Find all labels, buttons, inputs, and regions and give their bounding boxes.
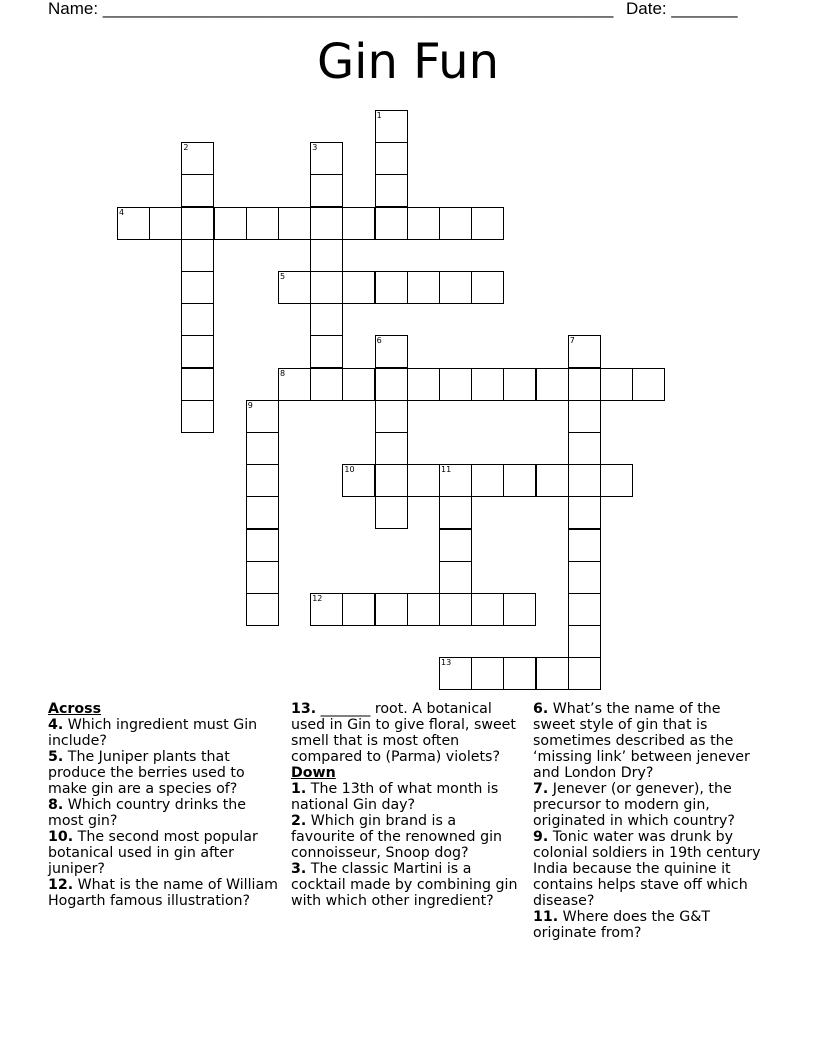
cell-number: 12 [312, 594, 323, 603]
cell-number: 7 [569, 336, 575, 346]
grid-cell[interactable] [181, 142, 214, 175]
grid-cell[interactable] [568, 432, 601, 465]
grid-cell[interactable] [600, 464, 633, 497]
grid-cell[interactable] [439, 496, 472, 529]
grid-cell[interactable] [310, 174, 343, 207]
cell-number: 3 [312, 143, 318, 153]
date-line: _______ [671, 0, 738, 18]
grid-cell[interactable] [149, 207, 182, 240]
grid-cell[interactable] [471, 593, 504, 626]
grid-cell[interactable] [181, 207, 214, 240]
grid-cell[interactable] [310, 271, 343, 304]
grid-cell[interactable] [407, 207, 440, 240]
cell-number: 10 [344, 465, 355, 475]
grid-cell[interactable] [181, 239, 214, 272]
clue-across-10: 10. The second most popular botanical used in gin after juniper? [48, 829, 258, 877]
grid-cell[interactable] [342, 464, 375, 497]
grid-cell[interactable] [407, 271, 440, 304]
grid-cell[interactable] [471, 464, 504, 497]
grid-cell[interactable] [181, 303, 214, 336]
grid-cell[interactable] [503, 464, 536, 497]
cell-number: 5 [280, 272, 286, 281]
grid-cell[interactable] [375, 368, 408, 401]
grid-cell[interactable] [407, 464, 440, 497]
grid-cell[interactable] [568, 400, 601, 433]
grid-cell[interactable] [568, 561, 601, 594]
grid-cell[interactable] [310, 239, 343, 272]
cell-number: 11 [441, 465, 452, 475]
grid-cell[interactable] [181, 174, 214, 207]
grid-cell[interactable] [439, 529, 472, 562]
grid-cell[interactable] [471, 657, 504, 690]
grid-cell[interactable] [375, 174, 408, 207]
clue-down-3: 3. The classic Martini is a cocktail made by combining gin with which other ingredient? [291, 861, 518, 909]
clue-across-8: 8. Which country drinks the most gin? [48, 797, 246, 829]
name-label: Name: [48, 0, 99, 18]
grid-cell[interactable] [471, 271, 504, 304]
across-heading: Across [48, 701, 102, 717]
cell-number: 13 [441, 658, 452, 668]
grid-cell[interactable] [246, 496, 279, 529]
grid-cell[interactable] [310, 303, 343, 336]
clue-down-2: 2. Which gin brand is a favourite of the renowned gin connoisseur, Snoop dog? [291, 813, 503, 861]
grid-cell[interactable] [439, 657, 472, 690]
grid-cell[interactable] [568, 657, 601, 690]
grid-cell[interactable] [600, 368, 633, 401]
grid-cell[interactable] [246, 529, 279, 562]
clue-across-5: 5. The Juniper plants that produce the berries used to make gin are a species of? [48, 749, 245, 797]
clue-down-7: 7. Jenever (or genever), the precursor to modern gin, originated in which country? [533, 781, 735, 829]
grid-cell[interactable] [375, 142, 408, 175]
grid-cell[interactable] [503, 368, 536, 401]
grid-cell[interactable] [375, 110, 408, 143]
grid-cell[interactable] [439, 271, 472, 304]
grid-cell[interactable] [375, 271, 408, 304]
grid-cell[interactable] [246, 593, 279, 626]
grid-cell[interactable] [503, 657, 536, 690]
grid-cell[interactable] [439, 207, 472, 240]
grid-cell[interactable] [375, 593, 408, 626]
cell-number: 6 [376, 336, 382, 346]
clue-across-12: 12. What is the name of William Hogarth famous illustration? [48, 877, 279, 909]
date-label: Date: [626, 0, 667, 18]
grid-cell[interactable] [181, 271, 214, 304]
grid-cell[interactable] [568, 496, 601, 529]
name-line: ______________________________________________________ [102, 0, 614, 18]
grid-cell[interactable] [310, 593, 343, 626]
grid-cell[interactable] [246, 464, 279, 497]
grid-cell[interactable] [375, 400, 408, 433]
grid-cell[interactable] [181, 335, 214, 368]
clue-down-1: 1. The 13th of what month is national Gin day? [291, 781, 499, 813]
grid-cell[interactable] [278, 368, 311, 401]
grid-cell[interactable] [246, 432, 279, 465]
cell-number: 4 [119, 207, 125, 217]
grid-cell[interactable] [342, 593, 375, 626]
clue-down-11: 11. Where does the G&T originate from? [533, 909, 710, 941]
grid-cell[interactable] [439, 593, 472, 626]
grid-cell[interactable] [310, 142, 343, 175]
grid-cell[interactable] [407, 368, 440, 401]
grid-cell[interactable] [342, 207, 375, 240]
grid-cell[interactable] [439, 464, 472, 497]
date-field[interactable] [626, 0, 738, 19]
clue-down-6: 6. What’s the name of the sweet style of gin that is sometimes described as the ‘missing link’ between jenever and London Dry? [533, 701, 750, 781]
clue-across-4: 4. Which ingredient must Gin include? [48, 717, 258, 749]
grid-cell[interactable] [439, 561, 472, 594]
grid-cell[interactable] [375, 432, 408, 465]
grid-cell[interactable] [568, 464, 601, 497]
grid-cell[interactable] [568, 593, 601, 626]
grid-cell[interactable] [407, 593, 440, 626]
grid-cell[interactable] [375, 335, 408, 368]
grid-cell[interactable] [471, 207, 504, 240]
grid-cell[interactable] [536, 368, 569, 401]
grid-cell[interactable] [536, 464, 569, 497]
clue-column-3 [533, 701, 765, 941]
grid-cell[interactable] [568, 529, 601, 562]
grid-cell[interactable] [310, 207, 343, 240]
grid-cell[interactable] [439, 368, 472, 401]
page-title: Gin Fun [316, 34, 500, 90]
grid-cell[interactable] [181, 368, 214, 401]
grid-cell[interactable] [568, 368, 601, 401]
grid-cell[interactable] [246, 207, 279, 240]
grid-cell[interactable] [278, 207, 311, 240]
grid-cell[interactable] [568, 625, 601, 658]
grid-cell[interactable] [246, 561, 279, 594]
cell-number: 2 [183, 143, 189, 153]
grid-cell[interactable] [632, 368, 665, 401]
grid-cell[interactable] [117, 207, 150, 240]
grid-cell[interactable] [246, 400, 279, 433]
grid-cell[interactable] [375, 207, 408, 240]
clue-down-9: 9. Tonic water was drunk by colonial soldiers in 19th century India because the quinine it contains helps stave off which disease? [533, 829, 761, 909]
down-heading: Down [291, 765, 336, 781]
grid-cell[interactable] [471, 368, 504, 401]
grid-cell[interactable] [310, 368, 343, 401]
cell-number: 9 [247, 400, 253, 410]
cell-number: 8 [280, 368, 286, 378]
grid-cell[interactable] [342, 271, 375, 304]
clue-column-2 [291, 701, 523, 909]
clue-column-1 [48, 701, 280, 909]
name-field[interactable] [48, 0, 613, 19]
clue-across-13: 13. _______ root. A botanical used in Gin to give floral, sweet smell that is most often compared to (Parma) violets? [291, 701, 516, 765]
grid-cell[interactable] [342, 368, 375, 401]
grid-cell[interactable] [503, 593, 536, 626]
grid-cell[interactable] [375, 464, 408, 497]
grid-cell[interactable] [310, 335, 343, 368]
grid-cell[interactable] [375, 496, 408, 529]
grid-cell[interactable] [536, 657, 569, 690]
grid-cell[interactable] [214, 207, 247, 240]
cell-number: 1 [376, 111, 382, 120]
grid-cell[interactable] [181, 400, 214, 433]
grid-cell[interactable] [278, 271, 311, 304]
grid-cell[interactable] [568, 335, 601, 368]
